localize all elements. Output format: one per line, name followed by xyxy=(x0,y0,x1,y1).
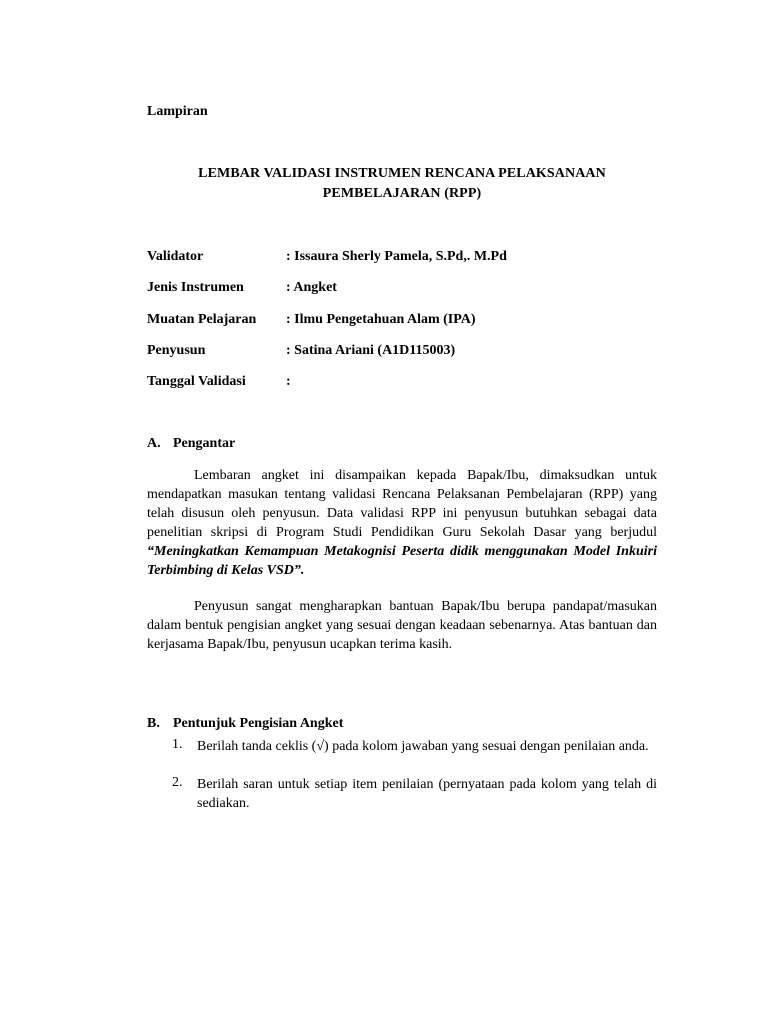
muatan-pelajaran-value: : Ilmu Pengetahuan Alam (IPA) xyxy=(286,312,476,327)
section-a-paragraph-2-text: Penyusun sangat mengharapkan bantuan Bapak/Ibu berupa pandapat/masukan dalam bentuk pengisian angket yang sesuai dengan keadaan sebenarnya. Atas bantuan dan kerjasama Bapak/Ibu, penyusun ucapkan terima kasih. xyxy=(147,599,657,652)
section-a-paragraph-2 xyxy=(147,597,657,654)
validator-value: : Issaura Sherly Pamela, S.Pd,. M.Pd xyxy=(286,249,507,264)
section-a-paragraph-1-text: Lembaran angket ini disampaikan kepada Bapak/Ibu, dimaksudkan untuk mendapatkan masukan tentang validasi Rencana Pelaksanan Pembelajaran (RPP) yang telah disusun oleh penyusun. Data validasi RPP ini penyusun butuhkan sebagai data penelitian skripsi di Program Studi Pendidikan Guru Sekolah Dasar yang berjudul xyxy=(147,468,657,540)
lampiran-heading: Lampiran xyxy=(147,104,208,119)
jenis-instrumen-label: Jenis Instrumen xyxy=(147,280,244,295)
document-title-line-1: LEMBAR VALIDASI INSTRUMEN RENCANA PELAKSANAAN xyxy=(198,166,606,181)
penyusun-value: : Satina Ariani (A1D115003) xyxy=(286,343,456,358)
section-b-letter: B. xyxy=(147,716,160,731)
list-item-2-number: 2. xyxy=(172,775,183,790)
list-item-2-text: Berilah saran untuk setiap item penilaian (pernyataan pada kolom yang telah di sediakan. xyxy=(197,777,657,811)
penyusun-label: Penyusun xyxy=(147,343,206,358)
muatan-pelajaran-label: Muatan Pelajaran xyxy=(147,312,257,327)
tanggal-validasi-label: Tanggal Validasi xyxy=(147,374,246,389)
validator-label: Validator xyxy=(147,249,204,264)
document-title-line-2: PEMBELAJARAN (RPP) xyxy=(322,186,482,201)
section-a-paragraph-1 xyxy=(147,466,657,580)
jenis-instrumen-value: : Angket xyxy=(286,280,337,295)
section-a-title: Pengantar xyxy=(173,436,236,451)
list-item-1-number: 1. xyxy=(172,737,183,752)
tanggal-validasi-value: : xyxy=(286,374,291,389)
list-item-1-text: Berilah tanda ceklis (√) pada kolom jawaban yang sesuai dengan penilaian anda. xyxy=(197,739,649,754)
section-b-title: Pentunjuk Pengisian Angket xyxy=(173,716,344,731)
research-title: “Meningkatkan Kemampuan Metakognisi Peserta didik menggunakan Model Inkuiri Terbimbing di Kelas VSD”. xyxy=(147,544,657,578)
section-a-letter: A. xyxy=(147,436,161,451)
